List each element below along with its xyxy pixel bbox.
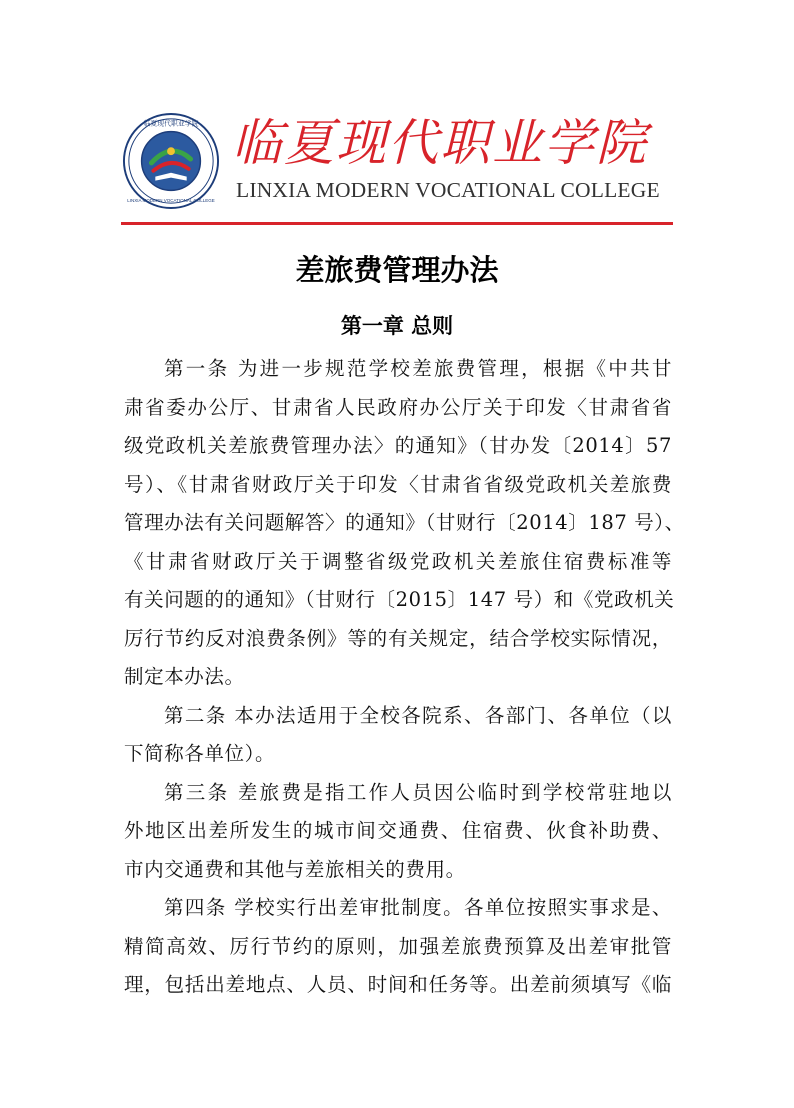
- text-line: 第二条 本办法适用于全校各院系、各部门、各单位（以: [164, 703, 672, 727]
- text-line: 市内交通费和其他与差旅相关的费用。: [124, 857, 466, 881]
- text-line: 外地区出差所发生的城市间交通费、住宿费、伙食补助费、: [124, 819, 672, 842]
- text-line: 肃省委办公厅、甘肃省人民政府办公厅关于印发〈甘肃省省: [124, 395, 672, 419]
- text-line: 厉行节约反对浪费条例》等的有关规定，结合学校实际情况，: [124, 626, 672, 650]
- text-line: 精简高效、厉行节约的原则，加强差旅费预算及出差审批管: [124, 934, 672, 958]
- college-seal-logo: [122, 112, 220, 210]
- text-line: 理，包括出差地点、人员、时间和任务等。出差前须填写《临: [124, 973, 672, 996]
- college-name-chinese: 临夏现代职业学院: [232, 114, 648, 172]
- college-name-english: LINXIA MODERN VOCATIONAL COLLEGE: [236, 178, 660, 202]
- svg-text:临夏现代职业学院: 临夏现代职业学院: [143, 119, 199, 128]
- header-divider: [121, 222, 673, 225]
- text-line: 《甘肃省财政厅关于调整省级党政机关差旅住宿费标准等: [124, 549, 672, 573]
- text-line: 管理办法有关问题解答〉的通知》（甘财行〔2014〕187 号）、: [124, 511, 685, 534]
- text-line: 制定本办法。: [124, 665, 245, 688]
- text-line: 号）、《甘肃省财政厅关于印发〈甘肃省省级党政机关差旅费: [124, 472, 672, 496]
- text-line: 级党政机关差旅费管理办法〉的通知》（甘办发〔2014〕57: [124, 434, 672, 457]
- text-line: 第四条 学校实行出差审批制度。各单位按照实事求是、: [164, 896, 672, 919]
- text-line: 第三条 差旅费是指工作人员因公临时到学校常驻地以: [164, 780, 672, 804]
- letterhead: [122, 112, 674, 208]
- document-title: 差旅费管理办法: [295, 253, 499, 287]
- text-line: 第一条 为进一步规范学校差旅费管理，根据《中共甘: [164, 357, 672, 380]
- svg-text:LINXIA MODERN VOCATIONAL COLLE: LINXIA MODERN VOCATIONAL COLLEGE: [127, 198, 215, 204]
- text-line: 有关问题的的通知》（甘财行〔2015〕147 号）和《党政机关: [124, 588, 675, 611]
- document-body: [124, 350, 685, 1005]
- text-line: 下简称各单位）。: [124, 742, 276, 765]
- chapter-heading: 第一章 总则: [340, 314, 454, 338]
